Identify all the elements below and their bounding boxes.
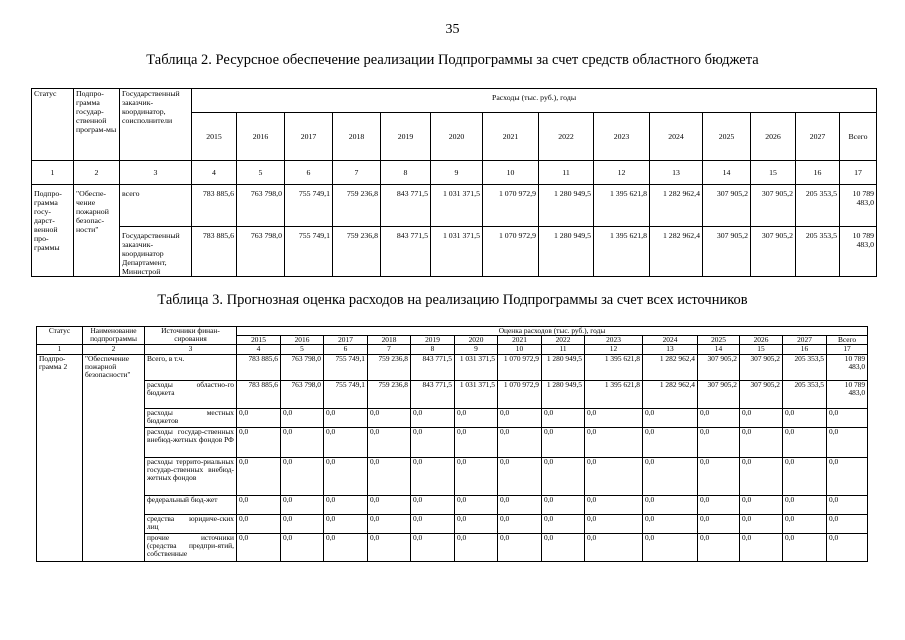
t3-value-cell: 0,0: [324, 514, 368, 533]
t3-year-header: Всего: [827, 336, 868, 345]
t3-year-header: 2027: [783, 336, 827, 345]
t3-value-cell: 0,0: [281, 514, 324, 533]
t3-value-cell: 0,0: [585, 533, 643, 561]
table3-title: Таблица 3. Прогнозная оценка расходов на реализацию Подпрограммы за счет всех источников: [157, 292, 748, 308]
t3-value-cell: 0,0: [411, 514, 455, 533]
t3-value-cell: 755 749,1: [324, 380, 368, 408]
t2-value-cell: 759 236,8: [333, 227, 381, 277]
t3-col-number: 15: [740, 345, 783, 354]
t3-value-cell: 0,0: [643, 514, 698, 533]
t3-row-label: расходы террито-риальных государ-ственных внебюд-жетных фондов: [145, 457, 237, 495]
t3-col-number: 6: [324, 345, 368, 354]
t3-value-cell: 0,0: [237, 408, 281, 427]
t3-value-cell: 0,0: [827, 495, 868, 514]
t2-value-cell: 1 395 621,8: [594, 185, 650, 227]
t3-col-number: 12: [585, 345, 643, 354]
t3-value-cell: 0,0: [455, 427, 498, 457]
t3-value-cell: 759 236,8: [368, 354, 411, 380]
t3-value-cell: 0,0: [740, 533, 783, 561]
t3-value-cell: 0,0: [783, 427, 827, 457]
t2-header-subprogram: Подпро-грамма государ-ственной програм-мы: [74, 89, 120, 161]
t3-row: [37, 514, 868, 533]
t3-value-cell: 0,0: [783, 457, 827, 495]
t3-col-number: 10: [498, 345, 542, 354]
t3-value-cell: 0,0: [368, 514, 411, 533]
t2-col-number: 10: [483, 161, 539, 185]
t3-col-number: 14: [698, 345, 740, 354]
t3-value-cell: 783 885,6: [237, 354, 281, 380]
t2-value-cell: 763 798,0: [237, 227, 285, 277]
t3-value-cell: 0,0: [542, 533, 585, 561]
t3-value-cell: 783 885,6: [237, 380, 281, 408]
t2-col-number: 2: [74, 161, 120, 185]
t3-value-cell: 0,0: [783, 408, 827, 427]
t3-value-cell: 0,0: [411, 427, 455, 457]
t2-year-header: 2021: [483, 113, 539, 161]
t2-value-cell: 1 031 371,5: [431, 227, 483, 277]
t2-value-cell: 10 789 483,0: [840, 185, 877, 227]
t3-value-cell: 1 395 621,8: [585, 354, 643, 380]
t3-value-cell: 0,0: [368, 457, 411, 495]
t2-col-number: 4: [192, 161, 237, 185]
t3-row: [37, 457, 868, 495]
t3-value-cell: 307 905,2: [740, 354, 783, 380]
t3-row-label: федеральный бюд-жет: [145, 495, 237, 514]
t3-value-cell: 0,0: [324, 408, 368, 427]
t2-year-header: 2019: [381, 113, 431, 161]
t3-col-number: 9: [455, 345, 498, 354]
t3-value-cell: 0,0: [827, 457, 868, 495]
t2-col-number: 16: [796, 161, 840, 185]
t3-row-label: расходы государ-ственных внебюд-жетных фондов РФ: [145, 427, 237, 457]
t3-value-cell: 0,0: [643, 495, 698, 514]
t2-value-cell: 10 789 483,0: [840, 227, 877, 277]
t2-row-label: Государственный заказчик-координатор Департамент, Министрой: [120, 227, 192, 277]
t3-value-cell: 1 070 972,9: [498, 380, 542, 408]
t3-value-cell: 205 353,5: [783, 354, 827, 380]
t3-year-header: 2026: [740, 336, 783, 345]
t2-col-number: 6: [285, 161, 333, 185]
t2-year-header: 2017: [285, 113, 333, 161]
t2-value-cell: 1 395 621,8: [594, 227, 650, 277]
t3-value-cell: 0,0: [281, 495, 324, 514]
t2-value-cell: 843 771,5: [381, 185, 431, 227]
t3-value-cell: 0,0: [455, 408, 498, 427]
t2-value-cell: 763 798,0: [237, 185, 285, 227]
t3-row: [37, 380, 868, 408]
t2-value-cell: 307 905,2: [751, 185, 796, 227]
t3-value-cell: 0,0: [411, 457, 455, 495]
t3-row: [37, 495, 868, 514]
t3-value-cell: 0,0: [498, 533, 542, 561]
t3-value-cell: 0,0: [827, 533, 868, 561]
t2-value-cell: 205 353,5: [796, 185, 840, 227]
t3-year-header: 2022: [542, 336, 585, 345]
t3-header-source: Источники финан-сирования: [145, 327, 237, 345]
table2-title: Таблица 2. Ресурсное обеспечение реализации Подпрограммы за счет средств областного бюджета: [146, 52, 759, 68]
t3-value-cell: 0,0: [411, 408, 455, 427]
t3-value-cell: 0,0: [643, 533, 698, 561]
t3-row: [37, 354, 868, 380]
t3-value-cell: 0,0: [368, 408, 411, 427]
t2-value-cell: 1 282 962,4: [650, 185, 703, 227]
t3-value-cell: 0,0: [324, 533, 368, 561]
t3-value-cell: 0,0: [740, 514, 783, 533]
t3-col-number: 16: [783, 345, 827, 354]
t2-col-number: 7: [333, 161, 381, 185]
t2-year-header: 2018: [333, 113, 381, 161]
t2-status-cell: Подпро-грамма госу-дарст-венной про-граммы: [32, 185, 74, 277]
t3-value-cell: 0,0: [698, 514, 740, 533]
t3-name-cell: "Обеспечение пожарной безопасности": [83, 354, 145, 561]
t3-value-cell: 0,0: [281, 457, 324, 495]
t2-col-number: 12: [594, 161, 650, 185]
t3-value-cell: 0,0: [237, 514, 281, 533]
t3-value-cell: 755 749,1: [324, 354, 368, 380]
t3-value-cell: 1 031 371,5: [455, 380, 498, 408]
t3-col-number: 11: [542, 345, 585, 354]
t3-value-cell: 0,0: [455, 533, 498, 561]
table2: [31, 88, 877, 277]
t2-value-cell: 1 282 962,4: [650, 227, 703, 277]
t3-col-number: 3: [145, 345, 237, 354]
t3-value-cell: 0,0: [827, 514, 868, 533]
t2-value-cell: 759 236,8: [333, 185, 381, 227]
t2-value-cell: 1 280 949,5: [539, 227, 594, 277]
t2-subprogram-cell: "Обеспе-чение пожарной безопас-ности": [74, 185, 120, 277]
t3-value-cell: 0,0: [498, 514, 542, 533]
t3-col-number: 13: [643, 345, 698, 354]
t3-value-cell: 0,0: [455, 495, 498, 514]
t3-value-cell: 0,0: [698, 427, 740, 457]
t2-year-header: 2027: [796, 113, 840, 161]
t2-value-cell: 307 905,2: [703, 227, 751, 277]
t3-col-number: 8: [411, 345, 455, 354]
t3-year-header: 2018: [368, 336, 411, 345]
t3-value-cell: 307 905,2: [698, 354, 740, 380]
t3-value-cell: 0,0: [368, 495, 411, 514]
t3-value-cell: 0,0: [324, 495, 368, 514]
t3-value-cell: 0,0: [585, 457, 643, 495]
t3-value-cell: 1 031 371,5: [455, 354, 498, 380]
t2-col-number: 8: [381, 161, 431, 185]
t3-value-cell: 0,0: [455, 514, 498, 533]
t3-value-cell: 0,0: [411, 533, 455, 561]
t3-row-label: расходы местных бюджетов: [145, 408, 237, 427]
t3-value-cell: 0,0: [585, 408, 643, 427]
t3-value-cell: 0,0: [498, 408, 542, 427]
t2-col-number: 14: [703, 161, 751, 185]
t2-value-cell: 1 031 371,5: [431, 185, 483, 227]
t2-header-expenses: Расходы (тыс. руб.), годы: [192, 89, 877, 113]
t2-year-header: 2022: [539, 113, 594, 161]
t2-header-status: Статус: [32, 89, 74, 161]
t3-value-cell: 0,0: [455, 457, 498, 495]
t3-value-cell: 759 236,8: [368, 380, 411, 408]
t3-value-cell: 10 789 483,0: [827, 354, 868, 380]
t3-value-cell: 0,0: [783, 533, 827, 561]
t3-value-cell: 0,0: [643, 457, 698, 495]
t2-value-cell: 755 749,1: [285, 185, 333, 227]
t2-value-cell: 205 353,5: [796, 227, 840, 277]
t2-col-number: 15: [751, 161, 796, 185]
t3-value-cell: 0,0: [740, 427, 783, 457]
table3: [36, 326, 868, 562]
t2-value-cell: 1 280 949,5: [539, 185, 594, 227]
page-number: 35: [445, 22, 460, 37]
t3-value-cell: 0,0: [542, 495, 585, 514]
t3-row: [37, 408, 868, 427]
t3-value-cell: 0,0: [542, 457, 585, 495]
t3-value-cell: 0,0: [643, 427, 698, 457]
t3-value-cell: 0,0: [324, 427, 368, 457]
t3-value-cell: 0,0: [281, 533, 324, 561]
t2-value-cell: 843 771,5: [381, 227, 431, 277]
t3-header-status: Статус: [37, 327, 83, 345]
t3-col-number: 4: [237, 345, 281, 354]
t2-value-cell: 1 070 972,9: [483, 185, 539, 227]
t3-value-cell: 1 282 962,4: [643, 380, 698, 408]
t3-value-cell: 1 070 972,9: [498, 354, 542, 380]
t2-col-number: 9: [431, 161, 483, 185]
t2-value-cell: 783 885,6: [192, 185, 237, 227]
t3-value-cell: 1 280 949,5: [542, 354, 585, 380]
t2-year-header: 2026: [751, 113, 796, 161]
t3-value-cell: 307 905,2: [740, 380, 783, 408]
t3-value-cell: 0,0: [281, 427, 324, 457]
t3-value-cell: 307 905,2: [698, 380, 740, 408]
t2-col-number: 11: [539, 161, 594, 185]
t3-value-cell: 0,0: [698, 533, 740, 561]
t3-row-label: прочие источники (средства предпри-ятий, собственные: [145, 533, 237, 561]
t2-value-cell: 783 885,6: [192, 227, 237, 277]
t2-row-label: всего: [120, 185, 192, 227]
t3-value-cell: 0,0: [324, 457, 368, 495]
t3-value-cell: 0,0: [698, 495, 740, 514]
t3-value-cell: 0,0: [585, 514, 643, 533]
t2-col-number: 3: [120, 161, 192, 185]
t3-col-number: 2: [83, 345, 145, 354]
t3-year-header: 2021: [498, 336, 542, 345]
t2-col-number: 13: [650, 161, 703, 185]
t3-col-number: 7: [368, 345, 411, 354]
t2-col-number: 1: [32, 161, 74, 185]
t3-value-cell: 763 798,0: [281, 354, 324, 380]
t3-value-cell: 0,0: [498, 457, 542, 495]
t3-value-cell: 0,0: [585, 427, 643, 457]
t3-year-header: 2020: [455, 336, 498, 345]
t3-value-cell: 0,0: [498, 427, 542, 457]
t3-col-number: 17: [827, 345, 868, 354]
t2-col-number: 17: [840, 161, 877, 185]
t3-value-cell: 0,0: [827, 408, 868, 427]
t2-year-header: 2016: [237, 113, 285, 161]
t3-year-header: 2017: [324, 336, 368, 345]
t3-value-cell: 0,0: [643, 408, 698, 427]
t3-value-cell: 763 798,0: [281, 380, 324, 408]
t3-year-header: 2019: [411, 336, 455, 345]
t3-year-header: 2023: [585, 336, 643, 345]
t3-value-cell: 0,0: [281, 408, 324, 427]
t3-value-cell: 0,0: [740, 457, 783, 495]
t2-year-header: 2023: [594, 113, 650, 161]
t3-value-cell: 0,0: [237, 427, 281, 457]
t3-value-cell: 10 789 483,0: [827, 380, 868, 408]
t2-header-customer: Государственный заказчик-координатор, соисполнители: [120, 89, 192, 161]
t2-year-header: 2020: [431, 113, 483, 161]
t2-year-header: 2025: [703, 113, 751, 161]
t3-status-cell: Подпро-грамма 2: [37, 354, 83, 561]
t3-value-cell: 0,0: [368, 533, 411, 561]
t3-value-cell: 843 771,5: [411, 380, 455, 408]
t3-value-cell: 0,0: [411, 495, 455, 514]
t3-header-name: Наименование подпрограммы: [83, 327, 145, 345]
t2-value-cell: 755 749,1: [285, 227, 333, 277]
t2-value-cell: 307 905,2: [703, 185, 751, 227]
t3-row: [37, 427, 868, 457]
t3-year-header: 2016: [281, 336, 324, 345]
t3-value-cell: 1 395 621,8: [585, 380, 643, 408]
t3-value-cell: 0,0: [585, 495, 643, 514]
t2-col-number: 5: [237, 161, 285, 185]
t3-value-cell: 0,0: [783, 514, 827, 533]
t3-value-cell: 0,0: [237, 533, 281, 561]
t2-year-header: Всего: [840, 113, 877, 161]
t3-value-cell: 0,0: [237, 495, 281, 514]
t3-value-cell: 205 353,5: [783, 380, 827, 408]
t3-value-cell: 0,0: [740, 495, 783, 514]
t3-value-cell: 0,0: [498, 495, 542, 514]
t2-year-header: 2024: [650, 113, 703, 161]
t3-header-estimate: Оценка расходов (тыс. руб.), годы: [237, 327, 868, 336]
t3-row-label: расходы областно-го бюджета: [145, 380, 237, 408]
t3-value-cell: 1 280 949,5: [542, 380, 585, 408]
t3-value-cell: 0,0: [783, 495, 827, 514]
t3-value-cell: 0,0: [698, 408, 740, 427]
t2-value-cell: 1 070 972,9: [483, 227, 539, 277]
t3-value-cell: 0,0: [542, 514, 585, 533]
t2-year-header: 2015: [192, 113, 237, 161]
t3-col-number: 5: [281, 345, 324, 354]
t3-value-cell: 1 282 962,4: [643, 354, 698, 380]
t3-value-cell: 0,0: [827, 427, 868, 457]
t3-value-cell: 0,0: [740, 408, 783, 427]
t3-row-label: средства юридиче-ских лиц: [145, 514, 237, 533]
t3-year-header: 2025: [698, 336, 740, 345]
t3-row: [37, 533, 868, 561]
t3-value-cell: 0,0: [237, 457, 281, 495]
t3-col-number: 1: [37, 345, 83, 354]
t3-value-cell: 0,0: [542, 408, 585, 427]
t3-year-header: 2024: [643, 336, 698, 345]
t3-row-label: Всего, в т.ч.: [145, 354, 237, 380]
t3-value-cell: 843 771,5: [411, 354, 455, 380]
t3-value-cell: 0,0: [542, 427, 585, 457]
t3-year-header: 2015: [237, 336, 281, 345]
t3-value-cell: 0,0: [368, 427, 411, 457]
t3-value-cell: 0,0: [698, 457, 740, 495]
t2-value-cell: 307 905,2: [751, 227, 796, 277]
